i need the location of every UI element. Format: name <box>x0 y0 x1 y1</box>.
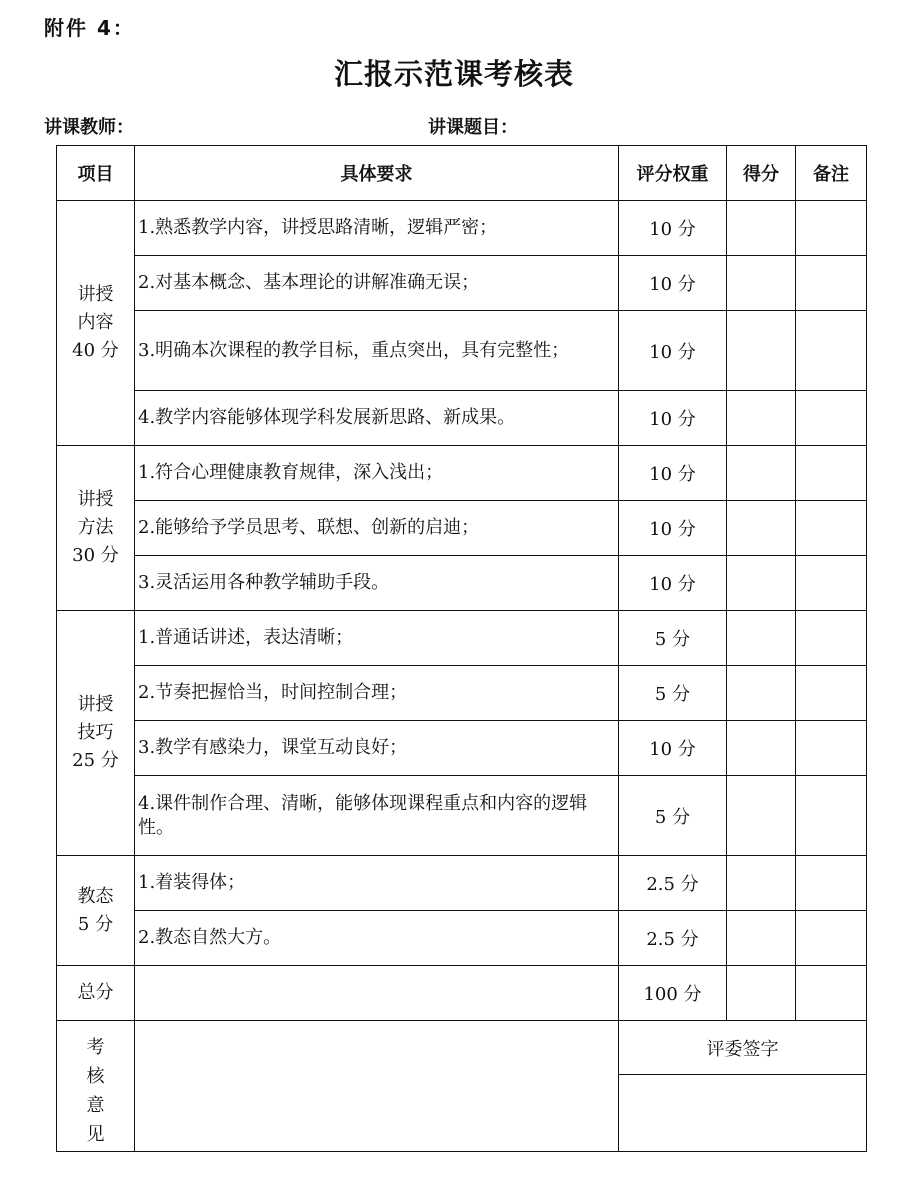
header-requirement: 具体要求 <box>135 146 619 201</box>
requirement-text: 2.教态自然大方。 <box>135 911 619 966</box>
section-name-line: 40 分 <box>72 340 119 361</box>
section-name-line: 5 分 <box>77 913 114 935</box>
score-cell[interactable] <box>727 666 796 721</box>
remark-cell[interactable] <box>796 611 867 666</box>
opinion-char: 考 <box>86 1037 105 1058</box>
section-name-line: 讲授 <box>77 284 114 305</box>
remark-cell[interactable] <box>796 556 867 611</box>
opinion-char: 意 <box>86 1095 105 1116</box>
weight-value: 10 分 <box>619 721 727 776</box>
remark-cell[interactable] <box>796 256 867 311</box>
remark-cell[interactable] <box>796 446 867 501</box>
score-cell[interactable] <box>727 391 796 446</box>
opinion-char: 见 <box>86 1124 105 1145</box>
score-cell[interactable] <box>727 721 796 776</box>
weight-value: 10 分 <box>619 311 727 391</box>
weight-value: 2.5 分 <box>619 856 727 911</box>
remark-cell[interactable] <box>796 201 867 256</box>
header-score: 得分 <box>727 146 796 201</box>
section-method-name <box>57 446 135 611</box>
score-cell[interactable] <box>727 201 796 256</box>
teacher-label: 讲课教师： <box>44 117 134 138</box>
requirement-text: 3.灵活运用各种教学辅助手段。 <box>135 556 619 611</box>
weight-value: 10 分 <box>619 391 727 446</box>
score-cell[interactable] <box>727 556 796 611</box>
section-name-line: 内容 <box>77 312 114 333</box>
topic-label: 讲课题目： <box>428 117 518 138</box>
header-remark: 备注 <box>796 146 867 201</box>
weight-value: 10 分 <box>619 256 727 311</box>
page-title: 汇报示范课考核表 <box>333 57 574 91</box>
total-requirement-cell <box>135 966 619 1021</box>
remark-cell[interactable] <box>796 911 867 966</box>
section-name-line: 25 分 <box>72 750 119 771</box>
attachment-label: 附件 4： <box>44 16 135 40</box>
remark-cell[interactable] <box>796 666 867 721</box>
remark-cell[interactable] <box>796 391 867 446</box>
score-cell[interactable] <box>727 501 796 556</box>
remark-cell[interactable] <box>796 856 867 911</box>
remark-cell[interactable] <box>796 776 867 856</box>
requirement-text: 1.着装得体； <box>135 856 619 911</box>
requirement-text: 3.明确本次课程的教学目标，重点突出，具有完整性； <box>135 311 619 391</box>
header-weight: 评分权重 <box>619 146 727 201</box>
requirement-text: 3.教学有感染力，课堂互动良好； <box>135 721 619 776</box>
section-name-line: 技巧 <box>77 722 114 743</box>
section-name-line: 讲授 <box>77 694 114 715</box>
evaluation-table <box>56 145 867 1152</box>
section-name-line: 讲授 <box>77 489 114 510</box>
requirement-text: 1.普通话讲述，表达清晰； <box>135 611 619 666</box>
opinion-label <box>57 1021 135 1152</box>
requirement-text: 2.节奏把握恰当，时间控制合理； <box>135 666 619 721</box>
judge-signature-field[interactable] <box>619 1075 867 1152</box>
section-manner-name <box>57 856 135 966</box>
score-cell[interactable] <box>727 311 796 391</box>
section-name-line: 30 分 <box>72 545 119 566</box>
section-name-line: 教态 <box>77 885 114 907</box>
weight-value: 10 分 <box>619 556 727 611</box>
total-remark-cell[interactable] <box>796 966 867 1021</box>
requirement-text: 4.教学内容能够体现学科发展新思路、新成果。 <box>135 391 619 446</box>
remark-cell[interactable] <box>796 721 867 776</box>
requirement-text: 1.符合心理健康教育规律，深入浅出； <box>135 446 619 501</box>
weight-value: 10 分 <box>619 501 727 556</box>
weight-value: 5 分 <box>619 611 727 666</box>
weight-value: 5 分 <box>619 666 727 721</box>
requirement-text: 2.能够给予学员思考、联想、创新的启迪； <box>135 501 619 556</box>
total-weight: 100 分 <box>619 966 727 1021</box>
total-label: 总分 <box>57 966 135 1021</box>
opinion-char: 核 <box>86 1066 105 1087</box>
weight-value: 10 分 <box>619 201 727 256</box>
section-name-line: 方法 <box>77 517 114 538</box>
score-cell[interactable] <box>727 776 796 856</box>
header-item: 项目 <box>57 146 135 201</box>
score-cell[interactable] <box>727 446 796 501</box>
score-cell[interactable] <box>727 856 796 911</box>
remark-cell[interactable] <box>796 501 867 556</box>
score-cell[interactable] <box>727 611 796 666</box>
requirement-text: 4.课件制作合理、清晰，能够体现课程重点和内容的逻辑性。 <box>135 776 619 856</box>
score-cell[interactable] <box>727 911 796 966</box>
total-score-cell[interactable] <box>727 966 796 1021</box>
section-skill-name <box>57 611 135 856</box>
weight-value: 5 分 <box>619 776 727 856</box>
judge-signature-label: 评委签字 <box>619 1021 867 1075</box>
weight-value: 10 分 <box>619 446 727 501</box>
requirement-text: 2.对基本概念、基本理论的讲解准确无误； <box>135 256 619 311</box>
requirement-text: 1.熟悉教学内容，讲授思路清晰，逻辑严密； <box>135 201 619 256</box>
opinion-text-area[interactable] <box>135 1021 619 1152</box>
section-content-name <box>57 201 135 446</box>
remark-cell[interactable] <box>796 311 867 391</box>
score-cell[interactable] <box>727 256 796 311</box>
weight-value: 2.5 分 <box>619 911 727 966</box>
